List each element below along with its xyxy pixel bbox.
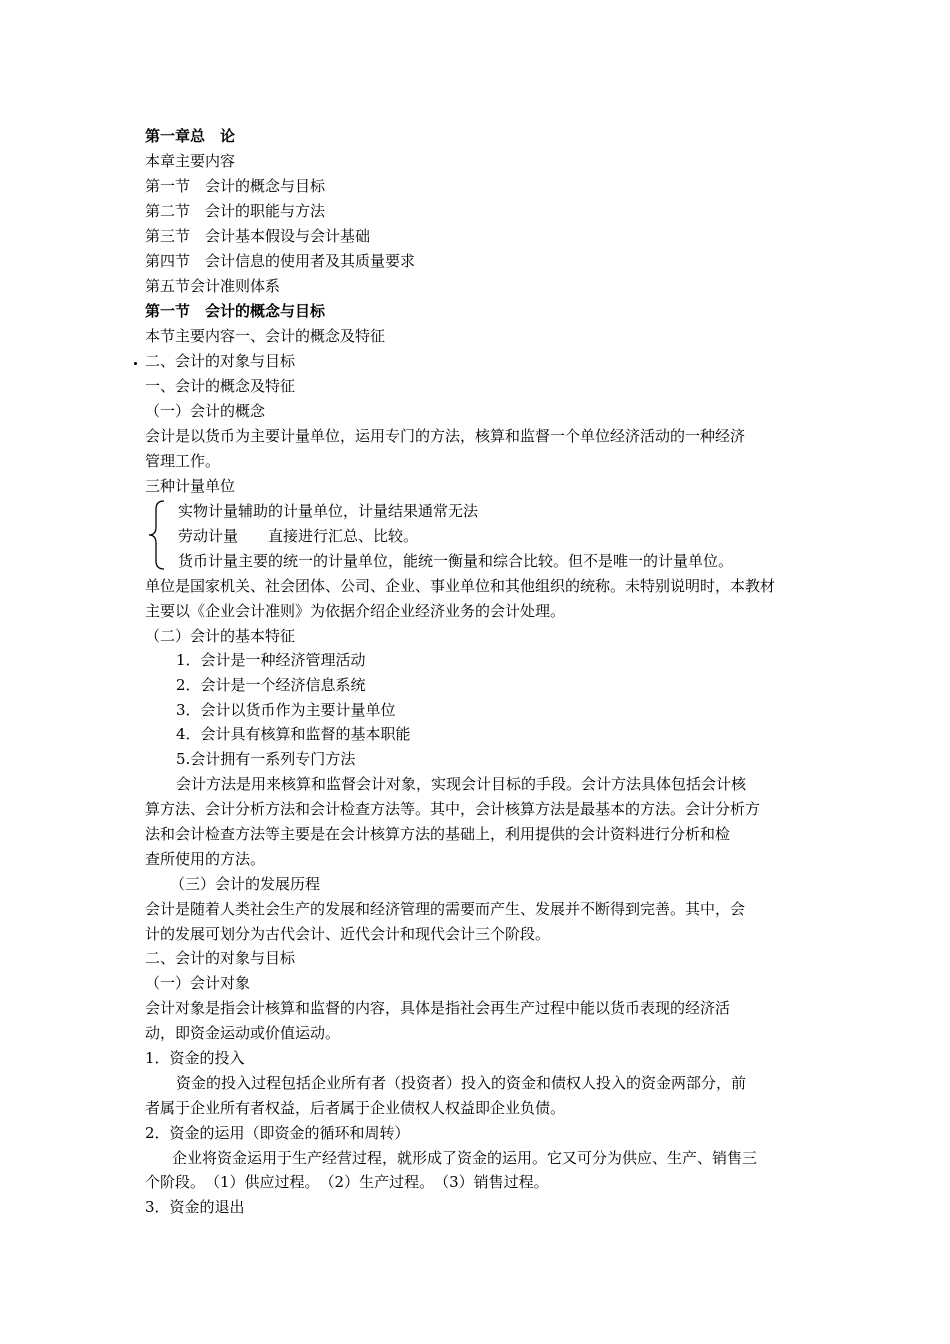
subheading: （一）会计的概念 xyxy=(145,402,266,420)
unit-item: 劳动计量 直接进行汇总、比较。 xyxy=(178,527,419,545)
subheading: 三种计量单位 xyxy=(145,477,236,495)
chapter-title: 第一章总 论 xyxy=(145,127,236,145)
section-title: 第一节 会计的概念与目标 xyxy=(145,302,326,320)
feature-item: 3．会计以货币作为主要计量单位 xyxy=(176,701,396,719)
curly-brace xyxy=(146,499,168,571)
paragraph-line: 单位是国家机关、社会团体、公司、企业、事业单位和其他组织的统称。未特别说明时，本教材 xyxy=(145,577,776,595)
paragraph-line: 资金的投入过程包括企业所有者（投资者）投入的资金和债权人投入的资金两部分，前 xyxy=(176,1074,747,1092)
paragraph-line: 会计是以货币为主要计量单位，运用专门的方法，核算和监督一个单位经济活动的一种经济 xyxy=(145,427,746,445)
toc-item: 第五节会计准则体系 xyxy=(145,277,281,295)
feature-item: 1．会计是一种经济管理活动 xyxy=(176,651,366,669)
subheading: 3．资金的退出 xyxy=(145,1198,245,1216)
paragraph-line: 法和会计检查方法等主要是在会计核算方法的基础上，利用提供的会计资料进行分析和检 xyxy=(145,825,731,843)
paragraph-line: 管理工作。 xyxy=(145,452,221,470)
paragraph-line: 个阶段。 （1）供应过程。 （2）生产过程。 （3）销售过程。 xyxy=(145,1173,549,1191)
subheading: （二）会计的基本特征 xyxy=(145,627,296,645)
toc-heading: 本章主要内容 xyxy=(145,152,236,170)
paragraph-line: 查所使用的方法。 xyxy=(145,850,266,868)
toc-item: 第四节 会计信息的使用者及其质量要求 xyxy=(145,252,416,270)
toc-item: 第三节 会计基本假设与会计基础 xyxy=(145,227,371,245)
paragraph-line: 计的发展可划分为古代会计、近代会计和现代会计三个阶段。 xyxy=(145,925,551,943)
subheading: 2．资金的运用（即资金的循环和周转） xyxy=(145,1124,410,1142)
paragraph-line: 会计对象是指会计核算和监督的内容，具体是指社会再生产过程中能以货币表现的经济活 xyxy=(145,999,731,1017)
feature-item: 5.会计拥有一系列专门方法 xyxy=(176,750,356,768)
paragraph-line: 企业将资金运用于生产经营过程，就形成了资金的运用。它又可分为供应、生产、销售三 xyxy=(172,1149,758,1167)
paragraph-line: 算方法、会计分析方法和会计检查方法等。其中，会计核算方法是最基本的方法。会计分析方 xyxy=(145,800,761,818)
part-title: 二、会计的对象与目标 xyxy=(145,949,296,967)
unit-item: 货币计量主要的统一的计量单位，能统一衡量和综合比较。但不是唯一的计量单位。 xyxy=(178,552,734,570)
feature-item: 2．会计是一个经济信息系统 xyxy=(176,676,366,694)
toc-item: 第一节 会计的概念与目标 xyxy=(145,177,326,195)
part-title: 一、会计的概念及特征 xyxy=(145,377,296,395)
paragraph-line: 会计方法是用来核算和监督会计对象，实现会计目标的手段。会计方法具体包括会计核 xyxy=(176,775,747,793)
paragraph-line: 动，即资金运动或价值运动。 xyxy=(145,1024,341,1042)
bullet-dot xyxy=(134,362,137,365)
paragraph-line: 主要以《企业会计准则》为依据介绍企业经济业务的会计处理。 xyxy=(145,602,566,620)
toc-item: 第二节 会计的职能与方法 xyxy=(145,202,326,220)
section-summary: 二、会计的对象与目标 xyxy=(145,352,296,370)
paragraph-line: 者属于企业所有者权益，后者属于企业债权人权益即企业负债。 xyxy=(145,1099,566,1117)
paragraph-line: 会计是随着人类社会生产的发展和经济管理的需要而产生、发展并不断得到完善。其中，会 xyxy=(145,900,746,918)
section-summary: 本节主要内容一、会计的概念及特征 xyxy=(145,327,386,345)
unit-item: 实物计量辅助的计量单位，计量结果通常无法 xyxy=(178,502,479,520)
subheading: 1．资金的投入 xyxy=(145,1049,245,1067)
subheading: （三）会计的发展历程 xyxy=(170,875,321,893)
subheading: （一）会计对象 xyxy=(145,974,251,992)
feature-item: 4．会计具有核算和监督的基本职能 xyxy=(176,725,411,743)
